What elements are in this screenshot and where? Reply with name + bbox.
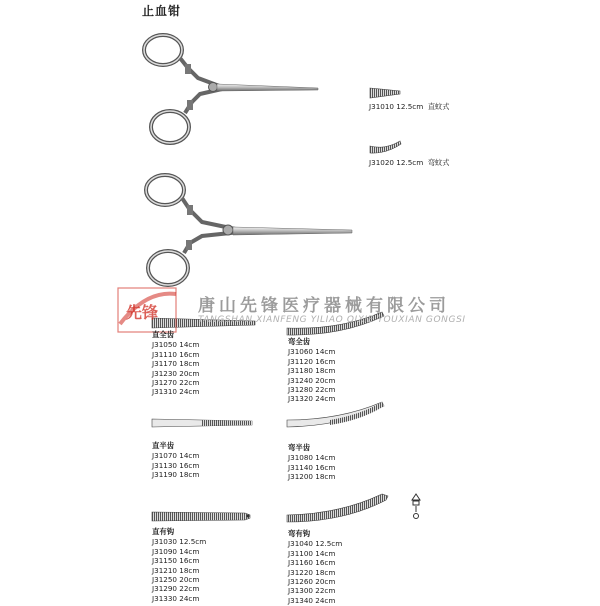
jaw-tip-curved-mosquito — [370, 141, 401, 153]
list-item: J31180 18cm — [288, 366, 336, 376]
watermark-company-cn: 唐山先锋医疗器械有限公司 — [198, 296, 450, 316]
list-item: J31040 12.5cm — [288, 539, 343, 549]
list-item: J31110 16cm — [152, 349, 200, 359]
group-label: 直半齿 — [152, 441, 175, 450]
item-code: J31020 — [369, 158, 394, 167]
list-item: J31060 14cm — [288, 347, 336, 357]
list-item: J31120 16cm — [288, 356, 336, 366]
list-item: J31170 18cm — [152, 359, 200, 369]
item-curved-mosquito — [369, 158, 449, 167]
item-code: J31010 — [369, 102, 394, 111]
item-name: 弯蚊式 — [427, 158, 450, 167]
jaw-straight-with-hook — [152, 512, 250, 521]
list-item: J31240 20cm — [288, 375, 336, 385]
item-straight-mosquito — [369, 102, 449, 111]
forceps-illustration-2 — [146, 175, 352, 285]
company-logo — [116, 284, 180, 336]
list-item: J31300 22cm — [288, 586, 336, 596]
hook-detail-icon — [412, 494, 420, 519]
list-item: J31030 12.5cm — [152, 537, 207, 547]
list-item: J31130 16cm — [152, 460, 200, 470]
group-straight-full-teeth — [152, 330, 199, 397]
item-name: 直蚊式 — [427, 102, 450, 111]
list-item: J31050 14cm — [152, 340, 200, 350]
list-item: J31320 24cm — [288, 394, 336, 404]
list-item: J31200 18cm — [288, 472, 336, 482]
jaw-tip-straight-mosquito — [370, 88, 400, 98]
list-item: J31190 18cm — [152, 470, 200, 480]
list-item: J31140 16cm — [288, 462, 336, 472]
group-label: 弯有钩 — [288, 529, 311, 538]
group-curved-half-teeth — [288, 443, 335, 482]
group-label: 直全齿 — [152, 330, 175, 339]
list-item: J31330 24cm — [152, 593, 200, 603]
list-item: J31080 14cm — [288, 453, 336, 463]
list-item: J31100 14cm — [288, 548, 336, 558]
forceps-illustration-1 — [144, 35, 318, 143]
list-item: J31250 20cm — [152, 575, 200, 585]
group-curved-with-hook — [288, 529, 342, 605]
list-item: J31290 22cm — [152, 584, 200, 594]
list-item: J31220 18cm — [288, 567, 336, 577]
list-item: J31310 24cm — [152, 387, 200, 397]
jaw-curved-half-teeth — [287, 402, 384, 427]
list-item: J31260 20cm — [288, 577, 336, 587]
group-label: 弯半齿 — [288, 443, 311, 452]
item-size: 12.5cm — [396, 158, 424, 167]
list-item: J31280 22cm — [288, 385, 336, 395]
list-item: J31340 24cm — [288, 595, 336, 605]
list-item: J31210 18cm — [152, 565, 200, 575]
list-item: J31070 14cm — [152, 451, 200, 461]
list-item: J31270 22cm — [152, 378, 200, 388]
page-title: 止血钳 — [142, 4, 182, 18]
list-item: J31150 16cm — [152, 556, 200, 566]
jaw-curved-with-hook — [287, 494, 388, 522]
list-item: J31230 20cm — [152, 368, 200, 378]
group-straight-half-teeth — [152, 441, 199, 480]
group-label: 弯全齿 — [288, 337, 311, 346]
item-size: 12.5cm — [396, 102, 424, 111]
watermark-company-en: TANGSHAN XIANFENG YILIAO QIXIE YOUXIAN GONGSI — [198, 315, 466, 325]
list-item: J31090 14cm — [152, 546, 200, 556]
jaw-straight-half-teeth — [152, 419, 252, 427]
list-item: J31160 16cm — [288, 558, 336, 568]
group-straight-with-hook — [152, 527, 206, 603]
group-curved-full-teeth — [288, 337, 335, 404]
logo-text: 先锋 — [126, 303, 159, 322]
group-label: 直有钩 — [152, 527, 175, 536]
